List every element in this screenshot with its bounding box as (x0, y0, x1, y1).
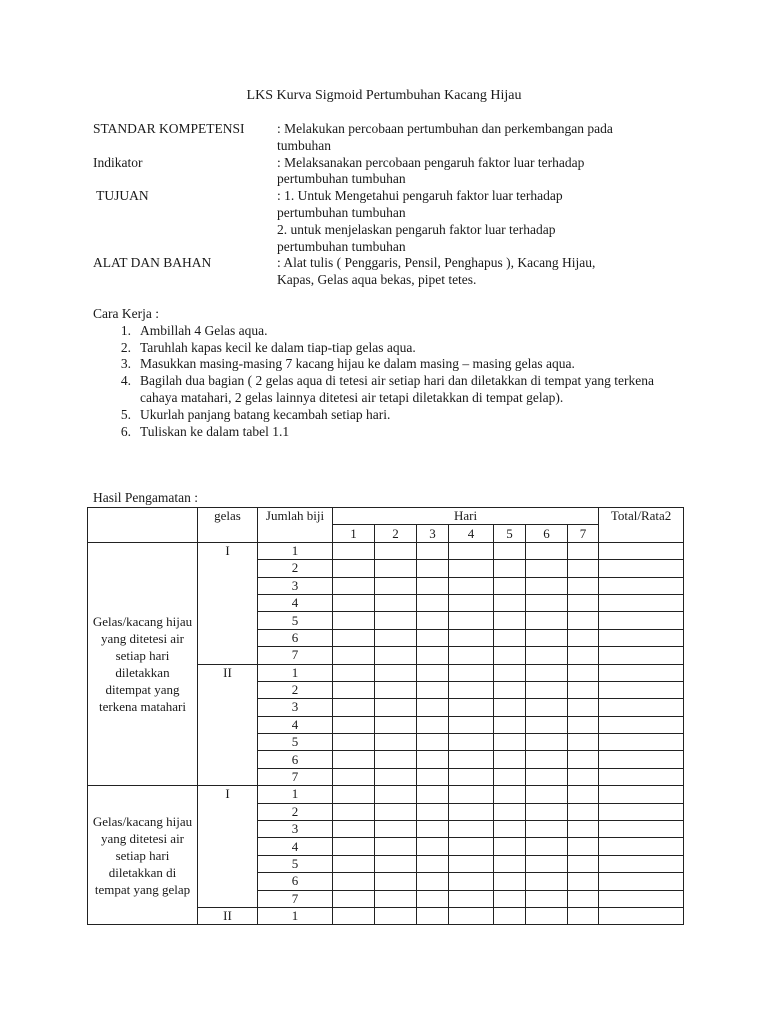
step-item (93, 323, 683, 340)
step-text: Taruhlah kapas kecil ke dalam tiap-tiap gelas aqua. (140, 339, 416, 355)
day-measurement-cell[interactable] (494, 890, 526, 907)
day-measurement-cell[interactable] (417, 664, 449, 681)
day-measurement-cell[interactable] (449, 681, 494, 698)
day-measurement-cell[interactable] (449, 734, 494, 751)
day-measurement-cell[interactable] (526, 821, 568, 838)
step-item (93, 424, 683, 441)
day-measurement-cell[interactable] (494, 838, 526, 855)
header-day-5: 5 (494, 525, 526, 542)
day-measurement-cell[interactable] (417, 803, 449, 820)
seed-number-cell: 7 (258, 890, 333, 907)
seed-number-cell: 3 (258, 577, 333, 594)
day-measurement-cell[interactable] (449, 542, 494, 559)
day-measurement-cell[interactable] (449, 560, 494, 577)
total-cell[interactable] (599, 629, 684, 646)
day-measurement-cell[interactable] (449, 768, 494, 785)
day-measurement-cell[interactable] (494, 855, 526, 872)
day-measurement-cell[interactable] (526, 594, 568, 611)
step-number: 4. (120, 373, 131, 389)
cara-kerja-section (93, 306, 683, 440)
day-measurement-cell[interactable] (449, 838, 494, 855)
day-measurement-cell[interactable] (568, 803, 599, 820)
day-measurement-cell[interactable] (375, 664, 417, 681)
day-measurement-cell[interactable] (333, 751, 375, 768)
day-measurement-cell[interactable] (417, 734, 449, 751)
day-measurement-cell[interactable] (449, 716, 494, 733)
total-cell[interactable] (599, 612, 684, 629)
day-measurement-cell[interactable] (568, 855, 599, 872)
table-row (88, 542, 684, 559)
seed-number-cell: 3 (258, 699, 333, 716)
day-measurement-cell[interactable] (568, 560, 599, 577)
step-text: Masukkan masing-masing 7 kacang hijau ke dalam masing – masing gelas aqua. (140, 356, 575, 372)
day-measurement-cell[interactable] (494, 577, 526, 594)
glass-id-cell: I (198, 786, 258, 908)
day-measurement-cell[interactable] (494, 612, 526, 629)
day-measurement-cell[interactable] (568, 681, 599, 698)
seed-number-cell: 4 (258, 716, 333, 733)
day-measurement-cell[interactable] (449, 873, 494, 890)
seed-number-cell: 5 (258, 734, 333, 751)
day-measurement-cell[interactable] (333, 855, 375, 872)
day-measurement-cell[interactable] (449, 699, 494, 716)
day-measurement-cell[interactable] (526, 542, 568, 559)
day-measurement-cell[interactable] (568, 716, 599, 733)
day-measurement-cell[interactable] (494, 629, 526, 646)
day-measurement-cell[interactable] (417, 560, 449, 577)
day-measurement-cell[interactable] (333, 890, 375, 907)
day-measurement-cell[interactable] (494, 751, 526, 768)
seed-number-cell: 1 (258, 907, 333, 924)
day-measurement-cell[interactable] (494, 716, 526, 733)
day-measurement-cell[interactable] (568, 890, 599, 907)
seed-number-cell: 4 (258, 594, 333, 611)
day-measurement-cell[interactable] (333, 768, 375, 785)
seed-number-cell: 6 (258, 751, 333, 768)
day-measurement-cell[interactable] (333, 699, 375, 716)
day-measurement-cell[interactable] (375, 855, 417, 872)
info-value: : Melaksanakan percobaan pengaruh faktor luar terhadap pertumbuhan tumbuhan (277, 154, 585, 187)
day-measurement-cell[interactable] (333, 821, 375, 838)
day-measurement-cell[interactable] (375, 873, 417, 890)
day-measurement-cell[interactable] (494, 821, 526, 838)
day-measurement-cell[interactable] (375, 821, 417, 838)
day-measurement-cell[interactable] (568, 768, 599, 785)
info-label: ALAT DAN BAHAN (93, 255, 212, 271)
header-day-4: 4 (449, 525, 494, 542)
day-measurement-cell[interactable] (568, 734, 599, 751)
info-row-alat (93, 255, 683, 289)
total-cell[interactable] (599, 716, 684, 733)
day-measurement-cell[interactable] (417, 751, 449, 768)
total-cell[interactable] (599, 890, 684, 907)
total-cell[interactable] (599, 542, 684, 559)
day-measurement-cell[interactable] (526, 664, 568, 681)
day-measurement-cell[interactable] (417, 890, 449, 907)
total-cell[interactable] (599, 681, 684, 698)
total-cell[interactable] (599, 560, 684, 577)
header-hari: Hari (333, 508, 599, 525)
observation-table (87, 507, 684, 925)
day-measurement-cell[interactable] (417, 716, 449, 733)
day-measurement-cell[interactable] (526, 786, 568, 803)
day-measurement-cell[interactable] (417, 699, 449, 716)
day-measurement-cell[interactable] (568, 786, 599, 803)
step-number: 1. (120, 322, 131, 338)
day-measurement-cell[interactable] (417, 577, 449, 594)
day-measurement-cell[interactable] (494, 907, 526, 924)
seed-number-cell: 2 (258, 681, 333, 698)
day-measurement-cell[interactable] (526, 577, 568, 594)
day-measurement-cell[interactable] (417, 821, 449, 838)
day-measurement-cell[interactable] (494, 681, 526, 698)
day-measurement-cell[interactable] (417, 838, 449, 855)
seed-number-cell: 5 (258, 855, 333, 872)
day-measurement-cell[interactable] (333, 786, 375, 803)
day-measurement-cell[interactable] (494, 768, 526, 785)
day-measurement-cell[interactable] (449, 786, 494, 803)
day-measurement-cell[interactable] (526, 890, 568, 907)
step-item (93, 373, 683, 407)
step-number: 2. (120, 339, 131, 355)
day-measurement-cell[interactable] (526, 629, 568, 646)
page-title: LKS Kurva Sigmoid Pertumbuhan Kacang Hijau (246, 88, 522, 103)
day-measurement-cell[interactable] (333, 577, 375, 594)
day-measurement-cell[interactable] (333, 542, 375, 559)
day-measurement-cell[interactable] (417, 907, 449, 924)
day-measurement-cell[interactable] (417, 629, 449, 646)
day-measurement-cell[interactable] (449, 594, 494, 611)
day-measurement-cell[interactable] (449, 907, 494, 924)
day-measurement-cell[interactable] (375, 542, 417, 559)
day-measurement-cell[interactable] (568, 629, 599, 646)
day-measurement-cell[interactable] (449, 612, 494, 629)
info-label: TUJUAN (93, 188, 149, 204)
total-cell[interactable] (599, 699, 684, 716)
seed-number-cell: 2 (258, 560, 333, 577)
day-measurement-cell[interactable] (494, 803, 526, 820)
day-measurement-cell[interactable] (526, 734, 568, 751)
day-measurement-cell[interactable] (449, 751, 494, 768)
day-measurement-cell[interactable] (375, 803, 417, 820)
day-measurement-cell[interactable] (494, 734, 526, 751)
total-cell[interactable] (599, 907, 684, 924)
header-day-6: 6 (526, 525, 568, 542)
day-measurement-cell[interactable] (375, 647, 417, 664)
info-label: Indikator (93, 154, 143, 170)
day-measurement-cell[interactable] (494, 560, 526, 577)
day-measurement-cell[interactable] (449, 803, 494, 820)
day-measurement-cell[interactable] (526, 560, 568, 577)
info-row-indikator (93, 155, 683, 189)
day-measurement-cell[interactable] (375, 612, 417, 629)
day-measurement-cell[interactable] (375, 560, 417, 577)
total-cell[interactable] (599, 786, 684, 803)
day-measurement-cell[interactable] (375, 838, 417, 855)
day-measurement-cell[interactable] (375, 594, 417, 611)
step-text: Ambillah 4 Gelas aqua. (140, 322, 268, 338)
day-measurement-cell[interactable] (568, 821, 599, 838)
header-total-rata: Total/Rata2 (599, 508, 684, 543)
day-measurement-cell[interactable] (333, 664, 375, 681)
day-measurement-cell[interactable] (568, 577, 599, 594)
day-measurement-cell[interactable] (375, 734, 417, 751)
day-measurement-cell[interactable] (568, 664, 599, 681)
total-cell[interactable] (599, 838, 684, 855)
hasil-pengamatan-label: Hasil Pengamatan : (93, 490, 198, 505)
day-measurement-cell[interactable] (568, 907, 599, 924)
header-day-2: 2 (375, 525, 417, 542)
glass-id-cell: II (198, 907, 258, 924)
seed-number-cell: 4 (258, 838, 333, 855)
step-number: 3. (120, 356, 131, 372)
day-measurement-cell[interactable] (417, 768, 449, 785)
info-value: : Melakukan percobaan pertumbuhan dan perkembangan pada tumbuhan (277, 121, 613, 153)
day-measurement-cell[interactable] (568, 542, 599, 559)
seed-number-cell: 2 (258, 803, 333, 820)
seed-number-cell: 6 (258, 873, 333, 890)
day-measurement-cell[interactable] (449, 890, 494, 907)
total-cell[interactable] (599, 821, 684, 838)
glass-id-cell: II (198, 664, 258, 786)
day-measurement-cell[interactable] (333, 716, 375, 733)
header-day-7: 7 (568, 525, 599, 542)
seed-number-cell: 7 (258, 647, 333, 664)
day-measurement-cell[interactable] (417, 542, 449, 559)
day-measurement-cell[interactable] (449, 629, 494, 646)
step-text: Bagilah dua bagian ( 2 gelas aqua di tetesi air setiap hari dan diletakkan di tempat yang terkena cahaya matahari, 2 gelas lainnya ditetesi air tetapi diletakkan di tempat gelap). (140, 373, 654, 405)
day-measurement-cell[interactable] (568, 751, 599, 768)
step-item (93, 407, 683, 424)
day-measurement-cell[interactable] (375, 716, 417, 733)
seed-number-cell: 3 (258, 821, 333, 838)
day-measurement-cell[interactable] (449, 664, 494, 681)
header-day-3: 3 (417, 525, 449, 542)
day-measurement-cell[interactable] (494, 786, 526, 803)
group-label-cell: Gelas/kacang hijau yang ditetesi air setiap hari diletakkan di tempat yang gelap (88, 786, 198, 925)
seed-number-cell: 1 (258, 542, 333, 559)
cara-kerja-heading: Cara Kerja : (93, 306, 159, 321)
day-measurement-cell[interactable] (494, 699, 526, 716)
header-jumlah-biji: Jumlah biji (258, 508, 333, 543)
day-measurement-cell[interactable] (449, 577, 494, 594)
day-measurement-cell[interactable] (417, 855, 449, 872)
day-measurement-cell[interactable] (526, 612, 568, 629)
total-cell[interactable] (599, 594, 684, 611)
table-row (88, 786, 684, 803)
info-section (93, 121, 683, 289)
seed-number-cell: 1 (258, 664, 333, 681)
day-measurement-cell[interactable] (526, 751, 568, 768)
seed-number-cell: 7 (258, 768, 333, 785)
day-measurement-cell[interactable] (333, 681, 375, 698)
info-row-standar (93, 121, 683, 155)
total-cell[interactable] (599, 751, 684, 768)
total-cell[interactable] (599, 577, 684, 594)
day-measurement-cell[interactable] (526, 716, 568, 733)
total-cell[interactable] (599, 664, 684, 681)
day-measurement-cell[interactable] (333, 594, 375, 611)
total-cell[interactable] (599, 873, 684, 890)
day-measurement-cell[interactable] (375, 629, 417, 646)
total-cell[interactable] (599, 803, 684, 820)
day-measurement-cell[interactable] (568, 699, 599, 716)
total-cell[interactable] (599, 734, 684, 751)
step-number: 6. (120, 423, 131, 439)
seed-number-cell: 5 (258, 612, 333, 629)
day-measurement-cell[interactable] (375, 577, 417, 594)
seed-number-cell: 1 (258, 786, 333, 803)
day-measurement-cell[interactable] (417, 786, 449, 803)
day-measurement-cell[interactable] (375, 890, 417, 907)
step-item (93, 340, 683, 357)
step-item (93, 356, 683, 373)
day-measurement-cell[interactable] (526, 768, 568, 785)
total-cell[interactable] (599, 647, 684, 664)
day-measurement-cell[interactable] (526, 838, 568, 855)
day-measurement-cell[interactable] (494, 594, 526, 611)
table-header-row (88, 508, 684, 525)
day-measurement-cell[interactable] (375, 681, 417, 698)
step-text: Ukurlah panjang batang kecambah setiap hari. (140, 406, 391, 422)
day-measurement-cell[interactable] (417, 594, 449, 611)
day-measurement-cell[interactable] (526, 873, 568, 890)
day-measurement-cell[interactable] (449, 821, 494, 838)
day-measurement-cell[interactable] (494, 664, 526, 681)
observation-table-body (88, 508, 684, 925)
day-measurement-cell[interactable] (333, 647, 375, 664)
day-measurement-cell[interactable] (568, 873, 599, 890)
day-measurement-cell[interactable] (333, 803, 375, 820)
day-measurement-cell[interactable] (568, 594, 599, 611)
step-text: Tuliskan ke dalam tabel 1.1 (140, 423, 290, 439)
day-measurement-cell[interactable] (494, 647, 526, 664)
info-value: : Alat tulis ( Penggaris, Pensil, Penghapus ), Kacang Hijau, Kapas, Gelas aqua bekas, pipet tetes. (277, 255, 596, 288)
day-measurement-cell[interactable] (494, 542, 526, 559)
day-measurement-cell[interactable] (333, 907, 375, 924)
day-measurement-cell[interactable] (417, 873, 449, 890)
day-measurement-cell[interactable] (526, 855, 568, 872)
day-measurement-cell[interactable] (417, 681, 449, 698)
day-measurement-cell[interactable] (375, 768, 417, 785)
day-measurement-cell[interactable] (375, 699, 417, 716)
glass-id-cell: I (198, 542, 258, 664)
day-measurement-cell[interactable] (417, 647, 449, 664)
day-measurement-cell[interactable] (494, 873, 526, 890)
day-measurement-cell[interactable] (568, 838, 599, 855)
day-measurement-cell[interactable] (333, 560, 375, 577)
day-measurement-cell[interactable] (417, 612, 449, 629)
day-measurement-cell[interactable] (568, 612, 599, 629)
day-measurement-cell[interactable] (526, 681, 568, 698)
day-measurement-cell[interactable] (568, 647, 599, 664)
header-corner-cell (88, 508, 198, 543)
day-measurement-cell[interactable] (333, 612, 375, 629)
day-measurement-cell[interactable] (449, 855, 494, 872)
header-gelas: gelas (198, 508, 258, 543)
day-measurement-cell[interactable] (526, 907, 568, 924)
header-day-1: 1 (333, 525, 375, 542)
info-label: STANDAR KOMPETENSI (93, 121, 245, 136)
total-cell[interactable] (599, 855, 684, 872)
day-measurement-cell[interactable] (526, 647, 568, 664)
group-label-cell: Gelas/kacang hijau yang ditetesi air setiap hari diletakkan ditempat yang terkena matahari (88, 542, 198, 785)
day-measurement-cell[interactable] (333, 838, 375, 855)
day-measurement-cell[interactable] (449, 647, 494, 664)
seed-number-cell: 6 (258, 629, 333, 646)
day-measurement-cell[interactable] (526, 803, 568, 820)
day-measurement-cell[interactable] (333, 873, 375, 890)
day-measurement-cell[interactable] (333, 734, 375, 751)
day-measurement-cell[interactable] (526, 699, 568, 716)
day-measurement-cell[interactable] (375, 786, 417, 803)
day-measurement-cell[interactable] (375, 907, 417, 924)
info-row-tujuan (93, 188, 683, 255)
step-number: 5. (120, 406, 131, 422)
day-measurement-cell[interactable] (375, 751, 417, 768)
day-measurement-cell[interactable] (333, 629, 375, 646)
steps-list (93, 323, 683, 441)
total-cell[interactable] (599, 768, 684, 785)
info-value: : 1. Untuk Mengetahui pengaruh faktor luar terhadap pertumbuhan tumbuhan 2. untuk menjelaskan pengaruh faktor luar terhadap pertumbuhan tumbuhan (277, 188, 563, 254)
